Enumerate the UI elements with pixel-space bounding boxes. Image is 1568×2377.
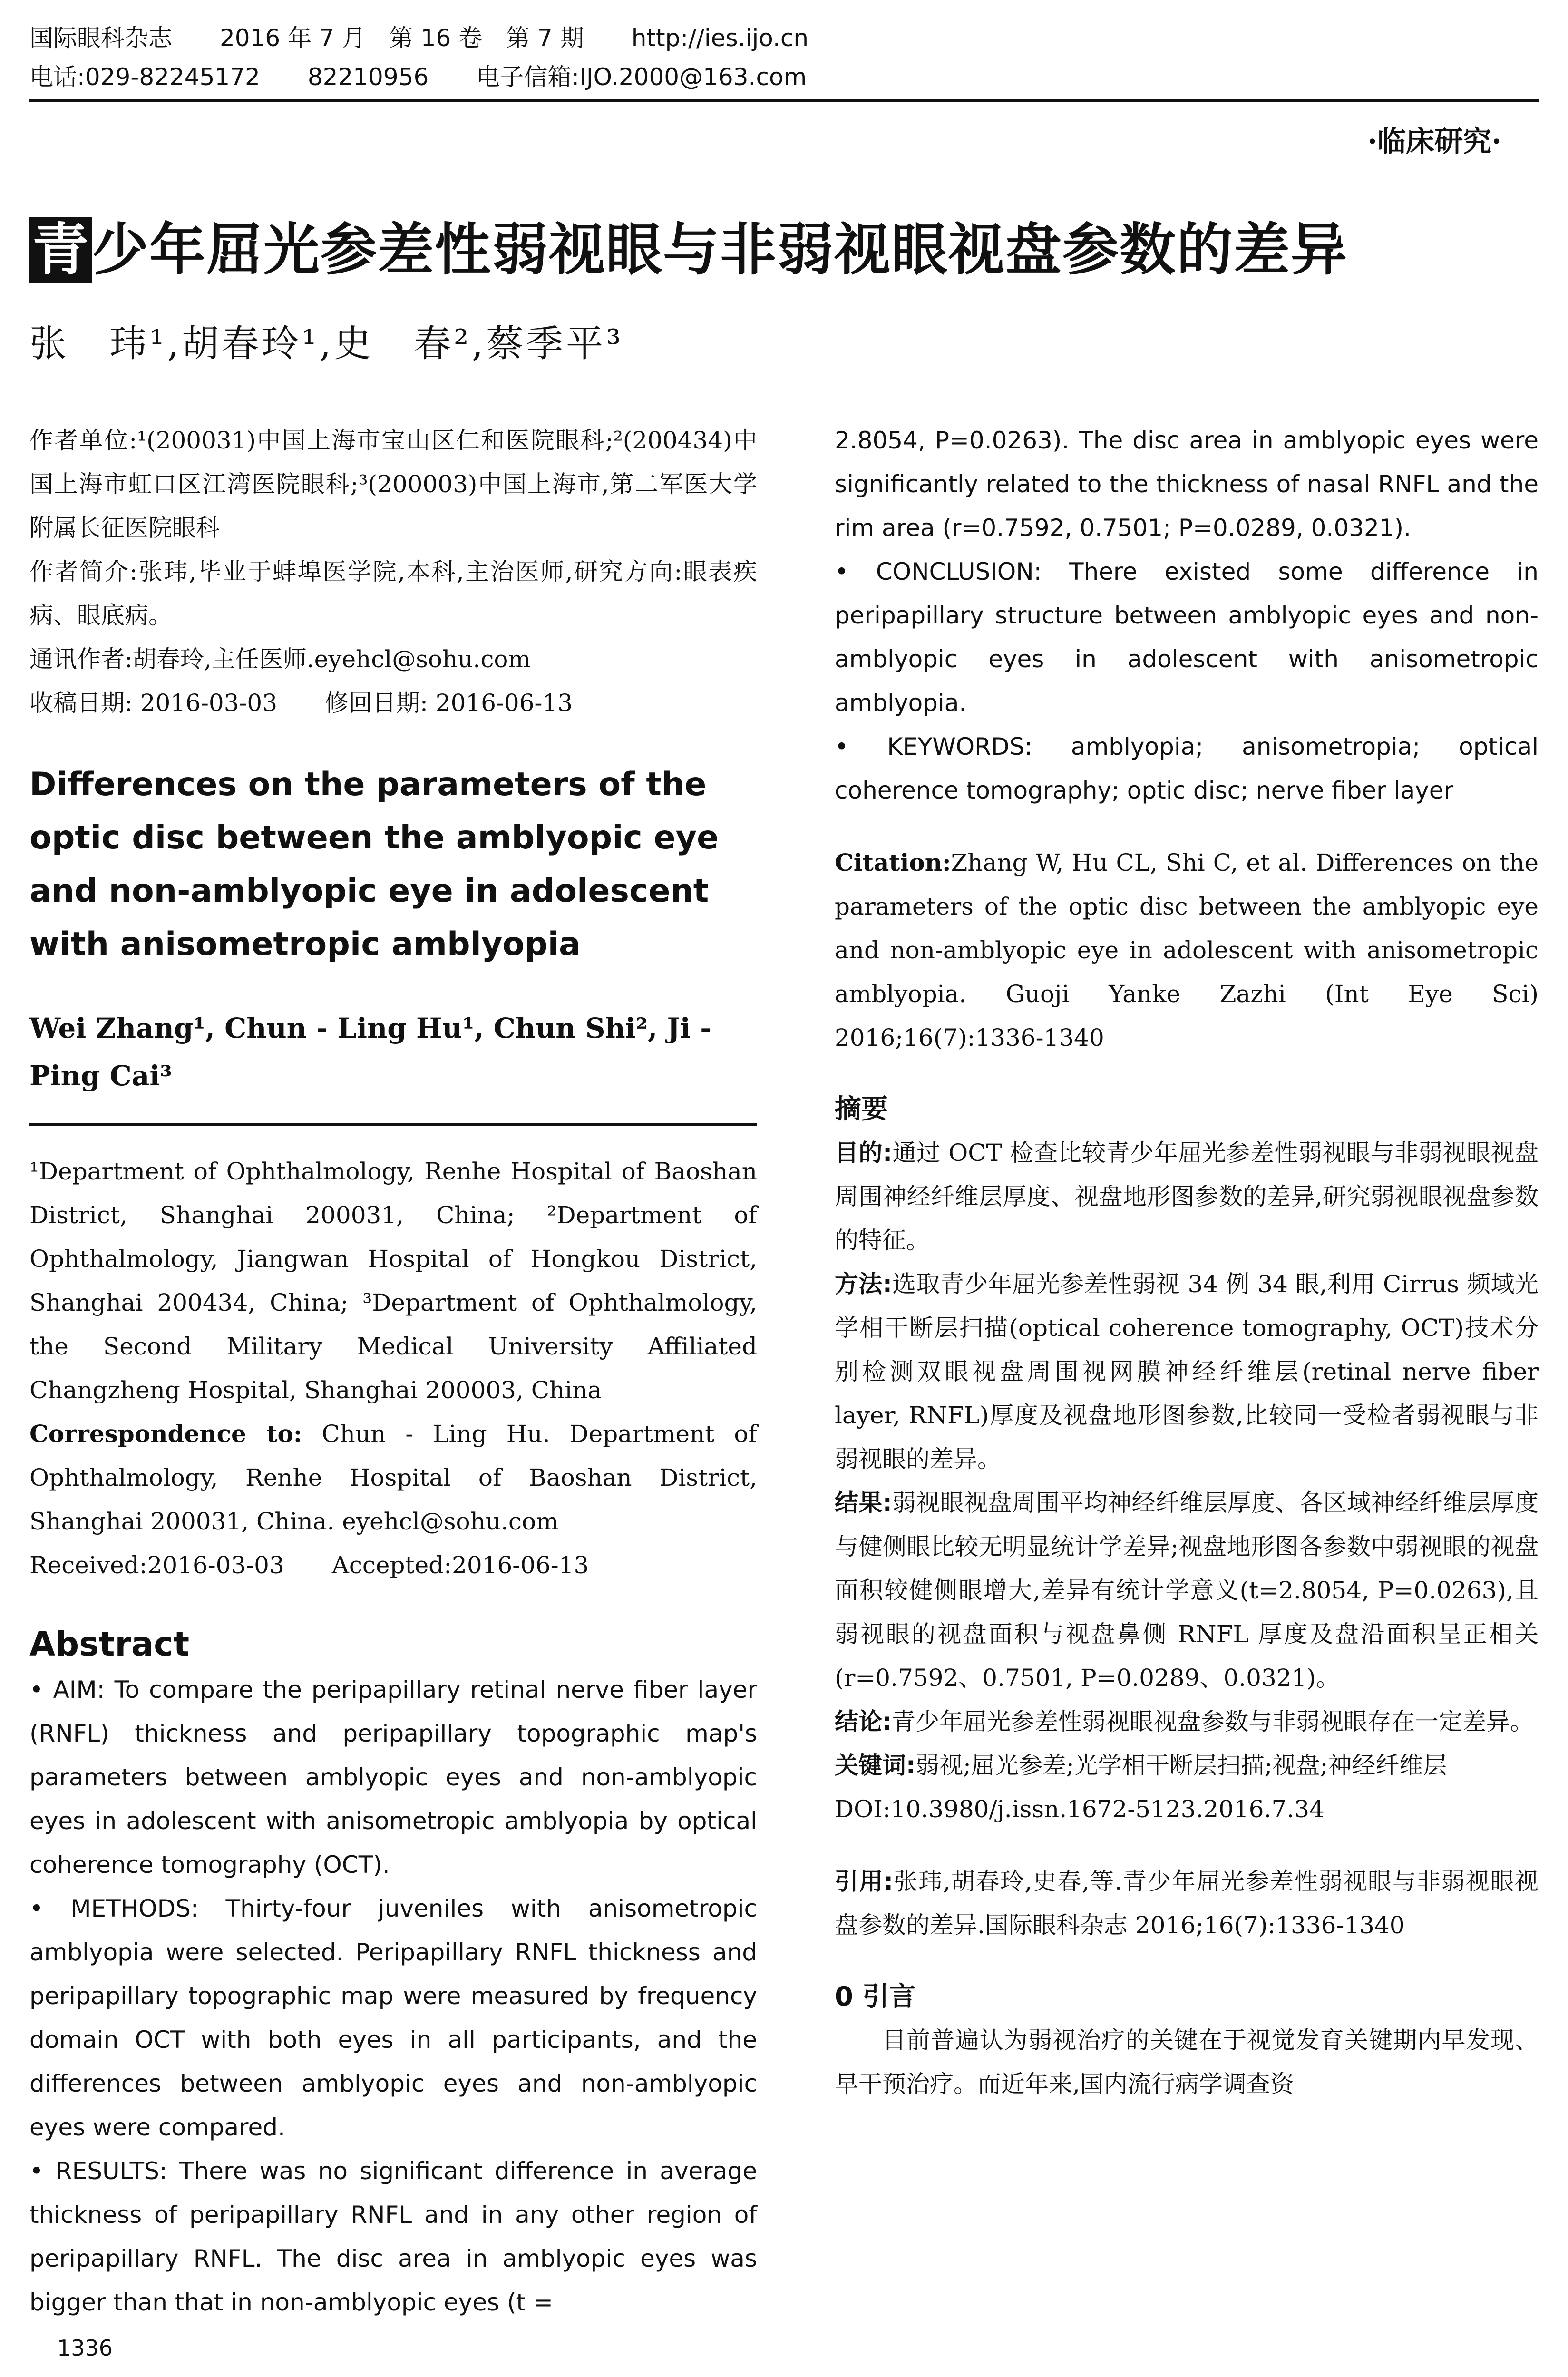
cn-citation-text: 张玮,胡春玲,史春,等.青少年屈光参差性弱视眼与非弱视眼视盘参数的差异.国际眼科杂志 2016;16(7):1336-1340 [835,1868,1539,1939]
cn-aim-label: 目的: [835,1139,893,1167]
cn-results [835,1481,1539,1700]
abstract-keywords: • KEYWORDS: amblyopia; anisometropia; optical coherence tomography; optic disc; nerve fiber layer [835,733,1539,804]
intro-heading: 0 引言 [835,1981,916,2012]
cn-methods [835,1262,1539,1481]
correspondence-en-text: Chun - Ling Hu. Department of Ophthalmology, Renhe Hospital of Baoshan District, Shanghai 200031, China. eyehcl@sohu.com [29,1420,757,1535]
section-tag: ·临床研究· [1367,125,1501,158]
cn-methods-label: 方法: [835,1270,892,1298]
cn-citation [835,1860,1539,1947]
correspondence-en-label: Correspondence to: [29,1420,302,1448]
abstract-methods: • METHODS: Thirty-four juveniles with anisometropic amblyopia were selected. Peripapillary RNFL thickness and peripapillary topographic map were measured by frequency domain OCT with both eyes in all participants, and the differences between amblyopic eyes and non-amblyopic eyes were compared. [29,1895,757,2141]
citation-en-text: Zhang W, Hu CL, Shi C, et al. Differences on the parameters of the optic disc between the amblyopic eye and non-amblyopic eye in adolescent with anisometropic amblyopia. Guoji Yanke Zazhi (Int Eye Sci) 2016;16(7):1336-1340 [835,849,1539,1052]
citation-en-label: Citation: [835,848,951,877]
affiliation-cn: 作者单位:¹(200031)中国上海市宝山区仁和医院眼科;²(200434)中国上海市虹口区江湾医院眼科;³(200003)中国上海市,第二军医大学附属长征医院眼科 [29,427,757,542]
abstract-results: • RESULTS: There was no significant difference in average thickness of peripapillary RNFL and in any other region of peripapillary RNFL. The disc area in amblyopic eyes was bigger than that in non-amblyopic eyes (t = [29,2157,757,2316]
abstract-heading: Abstract [29,1625,190,1664]
abstract-conclusion: • CONCLUSION: There existed some difference in peripapillary structure between amblyopic eyes and non-amblyopic eyes in adolescent with anisometropic amblyopia. [835,558,1539,717]
abstract-aim: • AIM: To compare the peripapillary retinal nerve fiber layer (RNFL) thickness and peripapillary topographic map's parameters between amblyopic eyes and non-amblyopic eyes in adolescent with anisometropic amblyopia by optical coherence tomography (OCT). [29,1676,757,1879]
correspondence-cn: 通讯作者:胡春玲,主任医师.eyehcl@sohu.com [29,645,531,673]
cn-conclusion [835,1700,1539,1744]
dates-cn: 收稿日期: 2016-03-03 修回日期: 2016-06-13 [29,689,573,717]
journal-header-line1: 国际眼科杂志 2016 年 7 月 第 16 卷 第 7 期 http://ies.ijo.cn [29,24,809,52]
cn-abstract-heading: 摘要 [835,1094,888,1125]
cn-conclusion-text: 青少年屈光参差性弱视眼视盘参数与非弱视眼存在一定差异。 [892,1708,1534,1735]
abstract-results-continued: 2.8054, P=0.0263). The disc area in amblyopic eyes were significantly related to the thickness of nasal RNFL and the rim area (r=0.7592, 0.7501; P=0.0289, 0.0321). [835,427,1539,542]
citation-en [835,841,1539,1060]
author-bio: 作者简介:张玮,毕业于蚌埠医学院,本科,主治医师,研究方向:眼表疾病、眼底病。 [29,558,757,629]
cn-keywords [835,1744,1539,1787]
cn-results-label: 结果: [835,1489,892,1517]
cn-conclusion-label: 结论: [835,1708,892,1735]
received-accepted: Received:2016-03-03 Accepted:2016-06-13 [29,1551,589,1579]
cn-results-text: 弱视眼视盘周围平均神经纤维层厚度、各区域神经纤维层厚度与健侧眼比较无明显统计学差异;视盘地形图各参数中弱视眼的视盘面积较健侧眼增大,差异有统计学意义(t=2.8054, P=0.0263),且弱视眼的视盘面积与视盘鼻侧 RNFL 厚度及盘沿面积呈正相关(r=0.7592、0.7501, P=0.0289、0.0321)。 [835,1489,1539,1692]
journal-header-line2: 电话:029-82245172 82210956 电子信箱:IJO.2000@163.com [29,63,807,91]
english-affiliations: ¹Department of Ophthalmology, Renhe Hospital of Baoshan District, Shanghai 200031, China; ²Department of Ophthalmology, Jiangwan Hospital of Hongkou District, Shanghai 200434, China; ³Department of Ophthalmology, the Second Military Medical University Affiliated Changzheng Hospital, Shanghai 200003, China [29,1158,757,1404]
cn-keywords-text: 弱视;屈光参差;光学相干断层扫描;视盘;神经纤维层 [915,1752,1447,1779]
author-divider [29,1123,757,1126]
title-first-char: 青 [29,217,92,283]
cn-aim-text: 通过 OCT 检查比较青少年屈光参差性弱视眼与非弱视眼视盘周围神经纤维层厚度、视盘地形图参数的差异,研究弱视眼视盘参数的特征。 [835,1139,1539,1254]
intro-text: 目前普遍认为弱视治疗的关键在于视觉发育关键期内早发现、早干预治疗。而近年来,国内流行病学调查资 [835,2026,1539,2098]
cn-citation-label: 引用: [835,1868,893,1895]
title-rest: 少年屈光参差性弱视眼与非弱视眼视盘参数的差异 [92,217,1348,283]
doi: DOI:10.3980/j.issn.1672-5123.2016.7.34 [835,1795,1325,1823]
english-title: Differences on the parameters of the optic disc between the amblyopic eye and non-amblyopic eye in adolescent with anisometropic amblyopia [29,766,719,963]
page-number: 1336 [57,2335,113,2361]
left-column [29,419,757,2324]
cn-keywords-label: 关键词: [835,1752,915,1779]
header-rule [29,99,1539,102]
authors-cn: 张 玮¹,胡春玲¹,史 春²,蔡季平³ [29,322,624,365]
cn-methods-text: 选取青少年屈光参差性弱视 34 例 34 眼,利用 Cirrus 频域光学相干断层扫描(optical coherence tomography, OCT)技术分别检测双眼视盘周围视网膜神经纤维层(retinal nerve fiber layer, RNFL)厚度及视盘地形图参数,比较同一受检者弱视眼与非弱视眼的差异。 [835,1270,1539,1473]
cn-aim [835,1131,1539,1262]
article-title [29,205,1348,285]
correspondence-en [29,1412,757,1543]
english-authors: Wei Zhang¹, Chun - Ling Hu¹, Chun Shi², Ji - Ping Cai³ [29,1012,712,1092]
right-column [835,419,1539,2106]
